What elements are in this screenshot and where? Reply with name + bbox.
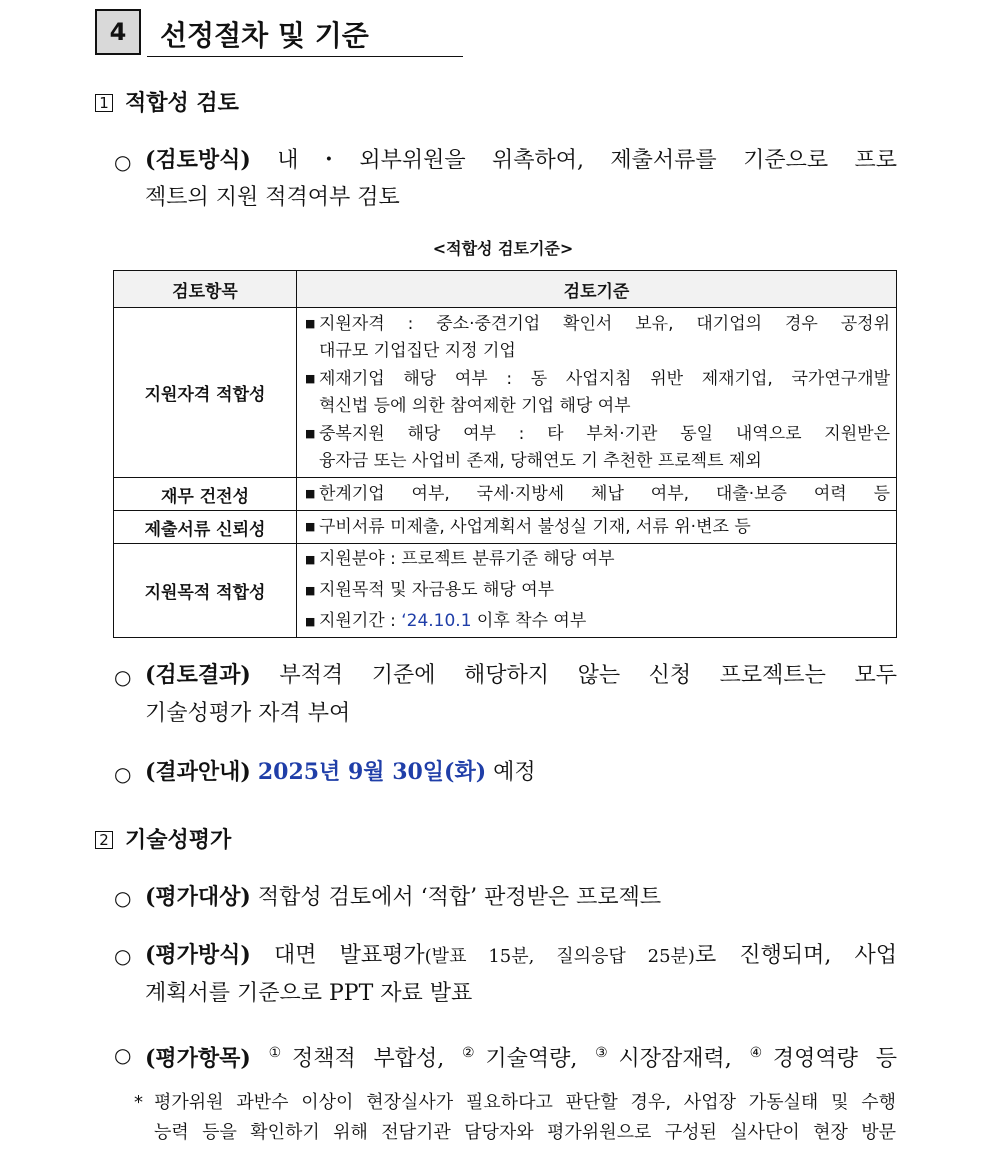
row-content xyxy=(297,511,897,544)
subsection-2-title: 기술성평가 xyxy=(125,827,232,853)
table-row xyxy=(114,478,897,511)
result-notice-paragraph xyxy=(145,753,897,792)
review-method-paragraph xyxy=(145,141,897,180)
subsection-1-title: 적합성 검토 xyxy=(125,90,239,116)
list-item: ■ 지원목적 및 자금용도 해당 여부 xyxy=(305,575,890,606)
row-category: 지원자격 적합성 xyxy=(114,308,297,478)
list-item-cont: 융자금 또는 사업비 존재, 당해연도 기 추천한 프로젝트 제외 xyxy=(319,451,762,471)
row-category: 지원목적 적합성 xyxy=(114,544,297,638)
eval-method-line2: 계획서를 기준으로 PPT 자료 발표 xyxy=(145,981,473,1006)
row-content xyxy=(297,478,897,511)
table-row xyxy=(114,308,897,478)
eval-target-label: (평가대상) xyxy=(145,884,251,910)
review-method-line2: 젝트의 지원 적격여부 검토 xyxy=(145,185,400,210)
eval-target-text: 적합성 검토에서 ‘적합’ 판정받은 프로젝트 xyxy=(257,885,662,910)
footnote-line2: 능력 등을 확인하기 위해 전담기관 담당자와 평가위원으로 구성된 실사단이 현장 방문 xyxy=(154,1122,896,1143)
eval-method-line1c: 로 진행되며, 사업 xyxy=(694,943,898,968)
review-result-label: (검토결과) xyxy=(145,662,251,688)
row-content xyxy=(297,544,897,638)
circle-bullet-icon: ○ xyxy=(114,1043,132,1067)
eval-item-text: 경영역량 등 xyxy=(772,1046,897,1072)
period-date: ‘24.10.1 xyxy=(401,611,472,631)
row-category: 제출서류 신뢰성 xyxy=(114,511,297,544)
circle-bullet-icon: ○ xyxy=(114,886,132,910)
result-notice-label: (결과안내) xyxy=(145,759,251,785)
eval-item-num: ② xyxy=(462,1045,486,1061)
section-title: 선정절차 및 기준 xyxy=(160,19,369,52)
table-header-row xyxy=(114,271,897,308)
review-result-line2: 기술성평가 자격 부여 xyxy=(145,701,351,726)
circle-bullet-icon: ○ xyxy=(114,665,132,689)
list-item xyxy=(305,606,890,637)
table-caption: <적합성 검토기준> xyxy=(432,239,574,258)
review-result-paragraph xyxy=(145,656,897,695)
eval-item-text: 시장잠재력, xyxy=(618,1046,732,1072)
review-result-line1: 부적격 기준에 해당하지 않는 신청 프로젝트는 모두 xyxy=(279,663,897,688)
review-method-label: (검토방식) xyxy=(145,147,251,173)
eval-target-paragraph xyxy=(145,878,897,917)
eval-item-num: ① xyxy=(268,1045,292,1061)
eval-item-num: ④ xyxy=(749,1045,773,1061)
list-item: ■ 제재기업 해당 여부 : 동 사업지침 위반 제재기업, 국가연구개발 xyxy=(305,365,890,393)
result-notice-suffix: 예정 xyxy=(493,760,536,785)
table-header-criteria: 검토기준 xyxy=(297,271,897,308)
review-method-line1: 내・외부위원을 위촉하여, 제출서류를 기준으로 프로 xyxy=(277,148,898,173)
eval-method-label: (평가방식) xyxy=(145,942,251,968)
eval-items-label: (평가항목) xyxy=(145,1045,251,1072)
criteria-table xyxy=(113,270,897,638)
footnote xyxy=(134,1088,896,1148)
subsection-1-number: 1 xyxy=(95,94,113,112)
eval-method-paragraph xyxy=(145,936,897,976)
subsection-2-number: 2 xyxy=(95,831,113,849)
result-notice-date: 2025년 9월 30일(화) xyxy=(257,759,487,785)
eval-method-line1a: 대면 발표평가 xyxy=(273,943,425,968)
eval-method-line2-wrap xyxy=(145,975,897,1013)
list-item: ■ 한계기업 여부, 국세·지방세 체납 여부, 대출·보증 여력 등 xyxy=(305,480,890,508)
eval-item-text: 정책적 부합성, xyxy=(291,1046,445,1072)
section-underline xyxy=(147,56,463,57)
subsection-2-heading xyxy=(95,823,231,854)
eval-method-line1b: (발표 15분, 질의응답 25분) xyxy=(424,946,695,967)
list-item: ■ 지원자격 : 중소·중견기업 확인서 보유, 대기업의 경우 공정위 xyxy=(305,310,890,338)
table-row xyxy=(114,511,897,544)
eval-item-num: ③ xyxy=(595,1045,619,1061)
eval-items-paragraph xyxy=(145,1034,897,1078)
subsection-1-heading xyxy=(95,86,239,117)
review-method-line2-wrap xyxy=(145,179,897,217)
period-prefix: 지원기간 : xyxy=(319,611,402,631)
circle-bullet-icon: ○ xyxy=(114,150,132,174)
row-content xyxy=(297,308,897,478)
review-result-line2-wrap xyxy=(145,695,897,733)
list-item-cont: 대규모 기업집단 지정 기업 xyxy=(319,341,516,361)
footnote-line1: * 평가위원 과반수 이상이 현장실사가 필요하다고 판단할 경우, 사업장 가동실태 및 수행 xyxy=(134,1088,896,1118)
section-number: 4 xyxy=(95,9,141,55)
list-item: ■ 구비서류 미제출, 사업계획서 불성실 기재, 서류 위·변조 등 xyxy=(305,513,890,541)
row-category: 재무 건전성 xyxy=(114,478,297,511)
list-item: ■ 중복지원 해당 여부 : 타 부처·기관 동일 내역으로 지원받은 xyxy=(305,420,890,448)
eval-item-text: 기술역량, xyxy=(485,1046,578,1072)
list-item-cont: 혁신법 등에 의한 참여제한 기업 해당 여부 xyxy=(319,396,631,416)
list-item: ■ 지원분야 : 프로젝트 분류기준 해당 여부 xyxy=(305,544,890,575)
circle-bullet-icon: ○ xyxy=(114,944,132,968)
period-suffix: 이후 착수 여부 xyxy=(471,611,587,631)
table-header-item: 검토항목 xyxy=(114,271,297,308)
table-row xyxy=(114,544,897,638)
circle-bullet-icon: ○ xyxy=(114,762,132,786)
